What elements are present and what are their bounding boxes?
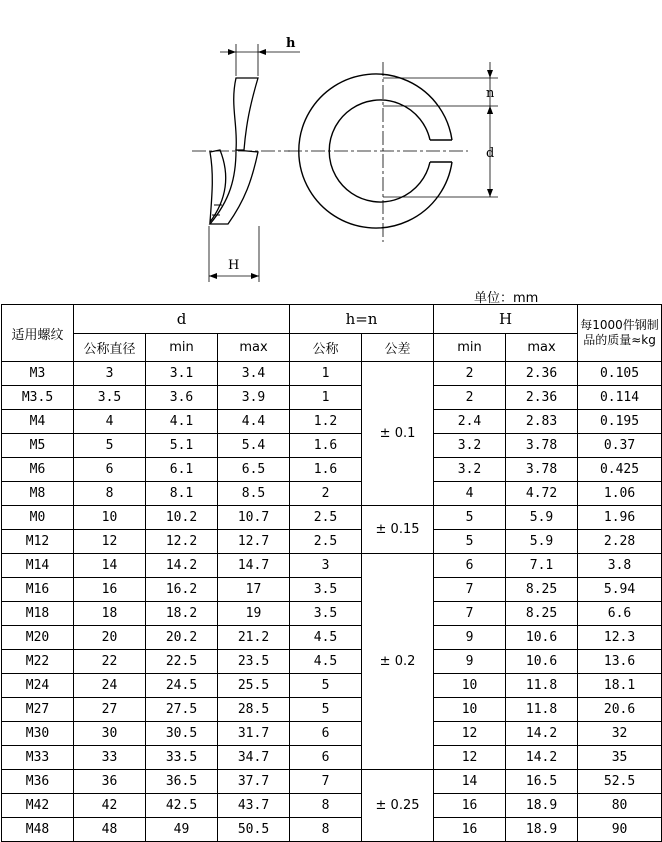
row-d-min: 18.2 <box>146 602 218 626</box>
row-d-max: 23.5 <box>218 650 290 674</box>
spring-washer-drawing <box>0 0 662 290</box>
row-thread: M20 <box>2 626 74 650</box>
row-h-nominal: 1.6 <box>290 434 362 458</box>
row-H-min: 3.2 <box>434 458 506 482</box>
row-h-nominal: 1 <box>290 362 362 386</box>
row-thread: M30 <box>2 722 74 746</box>
row-h-nominal: 7 <box>290 770 362 794</box>
row-H-max: 8.25 <box>506 578 578 602</box>
header-thread: 适用螺纹 <box>2 305 74 362</box>
row-H-max: 3.78 <box>506 434 578 458</box>
row-H-min: 2.4 <box>434 410 506 434</box>
table-row <box>2 650 662 674</box>
row-d-max: 8.5 <box>218 482 290 506</box>
table-row <box>2 746 662 770</box>
d-label: d <box>486 146 495 161</box>
row-h-nominal: 3.5 <box>290 602 362 626</box>
row-H-min: 10 <box>434 698 506 722</box>
row-d-nominal: 20 <box>74 626 146 650</box>
row-thread: M24 <box>2 674 74 698</box>
row-thread: M4 <box>2 410 74 434</box>
row-H-max: 2.83 <box>506 410 578 434</box>
table-row <box>2 626 662 650</box>
row-thread: M3 <box>2 362 74 386</box>
row-H-max: 10.6 <box>506 650 578 674</box>
row-d-nominal: 4 <box>74 410 146 434</box>
row-mass: 1.06 <box>578 482 662 506</box>
row-h-nominal: 2 <box>290 482 362 506</box>
row-thread: M16 <box>2 578 74 602</box>
row-d-min: 3.6 <box>146 386 218 410</box>
row-thread: M18 <box>2 602 74 626</box>
header-mass: 每1000件钢制品的质量≈kg <box>578 305 662 362</box>
row-d-min: 8.1 <box>146 482 218 506</box>
row-h-nominal: 3 <box>290 554 362 578</box>
row-d-max: 14.7 <box>218 554 290 578</box>
header-tolerance: 公差 <box>362 334 434 362</box>
header-d-min: min <box>146 334 218 362</box>
row-h-nominal: 2.5 <box>290 530 362 554</box>
row-h-nominal: 5 <box>290 674 362 698</box>
row-H-min: 5 <box>434 530 506 554</box>
row-mass: 12.3 <box>578 626 662 650</box>
header-H-max: max <box>506 334 578 362</box>
row-d-nominal: 12 <box>74 530 146 554</box>
row-H-min: 14 <box>434 770 506 794</box>
washer-front-view <box>288 62 498 242</box>
spec-table <box>1 304 662 842</box>
header-H-min: min <box>434 334 506 362</box>
row-d-max: 3.9 <box>218 386 290 410</box>
row-H-min: 2 <box>434 386 506 410</box>
row-d-min: 33.5 <box>146 746 218 770</box>
row-thread: M27 <box>2 698 74 722</box>
row-mass: 32 <box>578 722 662 746</box>
header-d: d <box>74 305 290 334</box>
row-H-min: 7 <box>434 602 506 626</box>
row-d-min: 42.5 <box>146 794 218 818</box>
table-row <box>2 578 662 602</box>
row-mass: 3.8 <box>578 554 662 578</box>
row-h-nominal: 1.2 <box>290 410 362 434</box>
row-mass: 52.5 <box>578 770 662 794</box>
row-mass: 0.114 <box>578 386 662 410</box>
header-H: H <box>434 305 578 334</box>
row-d-min: 3.1 <box>146 362 218 386</box>
row-h-nominal: 1 <box>290 386 362 410</box>
row-H-min: 12 <box>434 746 506 770</box>
table-row <box>2 674 662 698</box>
table-row <box>2 698 662 722</box>
row-h-nominal: 8 <box>290 818 362 842</box>
row-d-nominal: 5 <box>74 434 146 458</box>
row-d-min: 6.1 <box>146 458 218 482</box>
row-H-min: 2 <box>434 362 506 386</box>
table-row <box>2 530 662 554</box>
row-d-min: 36.5 <box>146 770 218 794</box>
row-H-min: 7 <box>434 578 506 602</box>
row-thread: M33 <box>2 746 74 770</box>
row-thread: M6 <box>2 458 74 482</box>
row-d-max: 12.7 <box>218 530 290 554</box>
header-h-nominal: 公称 <box>290 334 362 362</box>
row-mass: 13.6 <box>578 650 662 674</box>
row-d-nominal: 42 <box>74 794 146 818</box>
row-H-min: 10 <box>434 674 506 698</box>
row-d-max: 28.5 <box>218 698 290 722</box>
row-d-max: 31.7 <box>218 722 290 746</box>
row-thread: M12 <box>2 530 74 554</box>
row-H-max: 18.9 <box>506 794 578 818</box>
row-d-max: 10.7 <box>218 506 290 530</box>
row-d-max: 50.5 <box>218 818 290 842</box>
row-d-nominal: 10 <box>74 506 146 530</box>
table-row <box>2 770 662 794</box>
row-tolerance: ± 0.1 <box>362 362 434 506</box>
row-mass: 1.96 <box>578 506 662 530</box>
row-d-max: 34.7 <box>218 746 290 770</box>
header-d-nominal: 公称直径 <box>74 334 146 362</box>
table-row <box>2 458 662 482</box>
row-d-min: 24.5 <box>146 674 218 698</box>
table-row <box>2 506 662 530</box>
row-thread: M3.5 <box>2 386 74 410</box>
row-d-nominal: 22 <box>74 650 146 674</box>
row-d-max: 5.4 <box>218 434 290 458</box>
h-label: h <box>286 36 296 51</box>
row-h-nominal: 6 <box>290 746 362 770</box>
row-thread: M42 <box>2 794 74 818</box>
row-d-min: 20.2 <box>146 626 218 650</box>
row-h-nominal: 2.5 <box>290 506 362 530</box>
row-H-min: 3.2 <box>434 434 506 458</box>
row-thread: M14 <box>2 554 74 578</box>
row-mass: 0.425 <box>578 458 662 482</box>
row-d-min: 30.5 <box>146 722 218 746</box>
row-d-max: 43.7 <box>218 794 290 818</box>
row-d-nominal: 30 <box>74 722 146 746</box>
row-d-min: 12.2 <box>146 530 218 554</box>
row-d-nominal: 48 <box>74 818 146 842</box>
row-mass: 35 <box>578 746 662 770</box>
row-H-max: 7.1 <box>506 554 578 578</box>
row-tolerance: ± 0.2 <box>362 554 434 770</box>
row-d-min: 5.1 <box>146 434 218 458</box>
row-mass: 18.1 <box>578 674 662 698</box>
row-h-nominal: 3.5 <box>290 578 362 602</box>
H-label: H <box>228 258 240 273</box>
row-d-max: 3.4 <box>218 362 290 386</box>
row-d-max: 6.5 <box>218 458 290 482</box>
row-d-max: 17 <box>218 578 290 602</box>
row-d-min: 16.2 <box>146 578 218 602</box>
table-row <box>2 482 662 506</box>
row-h-nominal: 4.5 <box>290 626 362 650</box>
table-row <box>2 386 662 410</box>
table-row <box>2 794 662 818</box>
row-d-min: 49 <box>146 818 218 842</box>
row-H-max: 2.36 <box>506 386 578 410</box>
n-label: n <box>486 86 495 101</box>
row-d-nominal: 6 <box>74 458 146 482</box>
row-d-nominal: 27 <box>74 698 146 722</box>
row-H-min: 9 <box>434 650 506 674</box>
row-h-nominal: 1.6 <box>290 458 362 482</box>
row-H-max: 4.72 <box>506 482 578 506</box>
row-thread: M8 <box>2 482 74 506</box>
row-tolerance: ± 0.15 <box>362 506 434 554</box>
row-d-nominal: 16 <box>74 578 146 602</box>
table-row <box>2 410 662 434</box>
row-d-max: 4.4 <box>218 410 290 434</box>
row-d-nominal: 33 <box>74 746 146 770</box>
row-d-max: 25.5 <box>218 674 290 698</box>
row-H-max: 16.5 <box>506 770 578 794</box>
row-thread: M0 <box>2 506 74 530</box>
row-d-max: 37.7 <box>218 770 290 794</box>
row-mass: 80 <box>578 794 662 818</box>
row-mass: 20.6 <box>578 698 662 722</box>
table-row <box>2 554 662 578</box>
row-mass: 90 <box>578 818 662 842</box>
row-d-nominal: 24 <box>74 674 146 698</box>
spec-table-body <box>2 362 662 842</box>
row-mass: 0.105 <box>578 362 662 386</box>
row-thread: M36 <box>2 770 74 794</box>
row-thread: M48 <box>2 818 74 842</box>
row-H-min: 12 <box>434 722 506 746</box>
row-H-max: 3.78 <box>506 458 578 482</box>
row-d-max: 19 <box>218 602 290 626</box>
row-d-nominal: 36 <box>74 770 146 794</box>
row-H-min: 16 <box>434 794 506 818</box>
row-H-min: 9 <box>434 626 506 650</box>
row-d-nominal: 3 <box>74 362 146 386</box>
row-H-max: 8.25 <box>506 602 578 626</box>
row-d-nominal: 3.5 <box>74 386 146 410</box>
row-H-max: 14.2 <box>506 746 578 770</box>
header-hn: h=n <box>290 305 434 334</box>
washer-side-view <box>192 44 300 282</box>
row-d-min: 27.5 <box>146 698 218 722</box>
row-H-max: 14.2 <box>506 722 578 746</box>
row-h-nominal: 5 <box>290 698 362 722</box>
row-H-min: 6 <box>434 554 506 578</box>
row-d-nominal: 18 <box>74 602 146 626</box>
row-H-max: 5.9 <box>506 506 578 530</box>
table-row <box>2 722 662 746</box>
row-thread: M5 <box>2 434 74 458</box>
unit-label: 单位：mm <box>474 291 539 306</box>
row-h-nominal: 4.5 <box>290 650 362 674</box>
row-d-nominal: 14 <box>74 554 146 578</box>
row-d-nominal: 8 <box>74 482 146 506</box>
row-H-max: 2.36 <box>506 362 578 386</box>
table-row <box>2 362 662 386</box>
row-H-max: 11.8 <box>506 698 578 722</box>
row-d-min: 14.2 <box>146 554 218 578</box>
row-d-max: 21.2 <box>218 626 290 650</box>
row-mass: 0.195 <box>578 410 662 434</box>
row-H-max: 18.9 <box>506 818 578 842</box>
header-d-max: max <box>218 334 290 362</box>
row-h-nominal: 8 <box>290 794 362 818</box>
dimension-arrows <box>209 49 493 279</box>
row-mass: 2.28 <box>578 530 662 554</box>
row-tolerance: ± 0.25 <box>362 770 434 842</box>
row-H-min: 5 <box>434 506 506 530</box>
row-d-min: 10.2 <box>146 506 218 530</box>
table-row <box>2 434 662 458</box>
row-H-max: 10.6 <box>506 626 578 650</box>
row-h-nominal: 6 <box>290 722 362 746</box>
row-d-min: 4.1 <box>146 410 218 434</box>
row-H-min: 4 <box>434 482 506 506</box>
row-H-max: 5.9 <box>506 530 578 554</box>
row-H-max: 11.8 <box>506 674 578 698</box>
table-row <box>2 602 662 626</box>
row-thread: M22 <box>2 650 74 674</box>
table-row <box>2 818 662 842</box>
row-mass: 0.37 <box>578 434 662 458</box>
row-H-min: 16 <box>434 818 506 842</box>
row-mass: 5.94 <box>578 578 662 602</box>
row-d-min: 22.5 <box>146 650 218 674</box>
row-mass: 6.6 <box>578 602 662 626</box>
